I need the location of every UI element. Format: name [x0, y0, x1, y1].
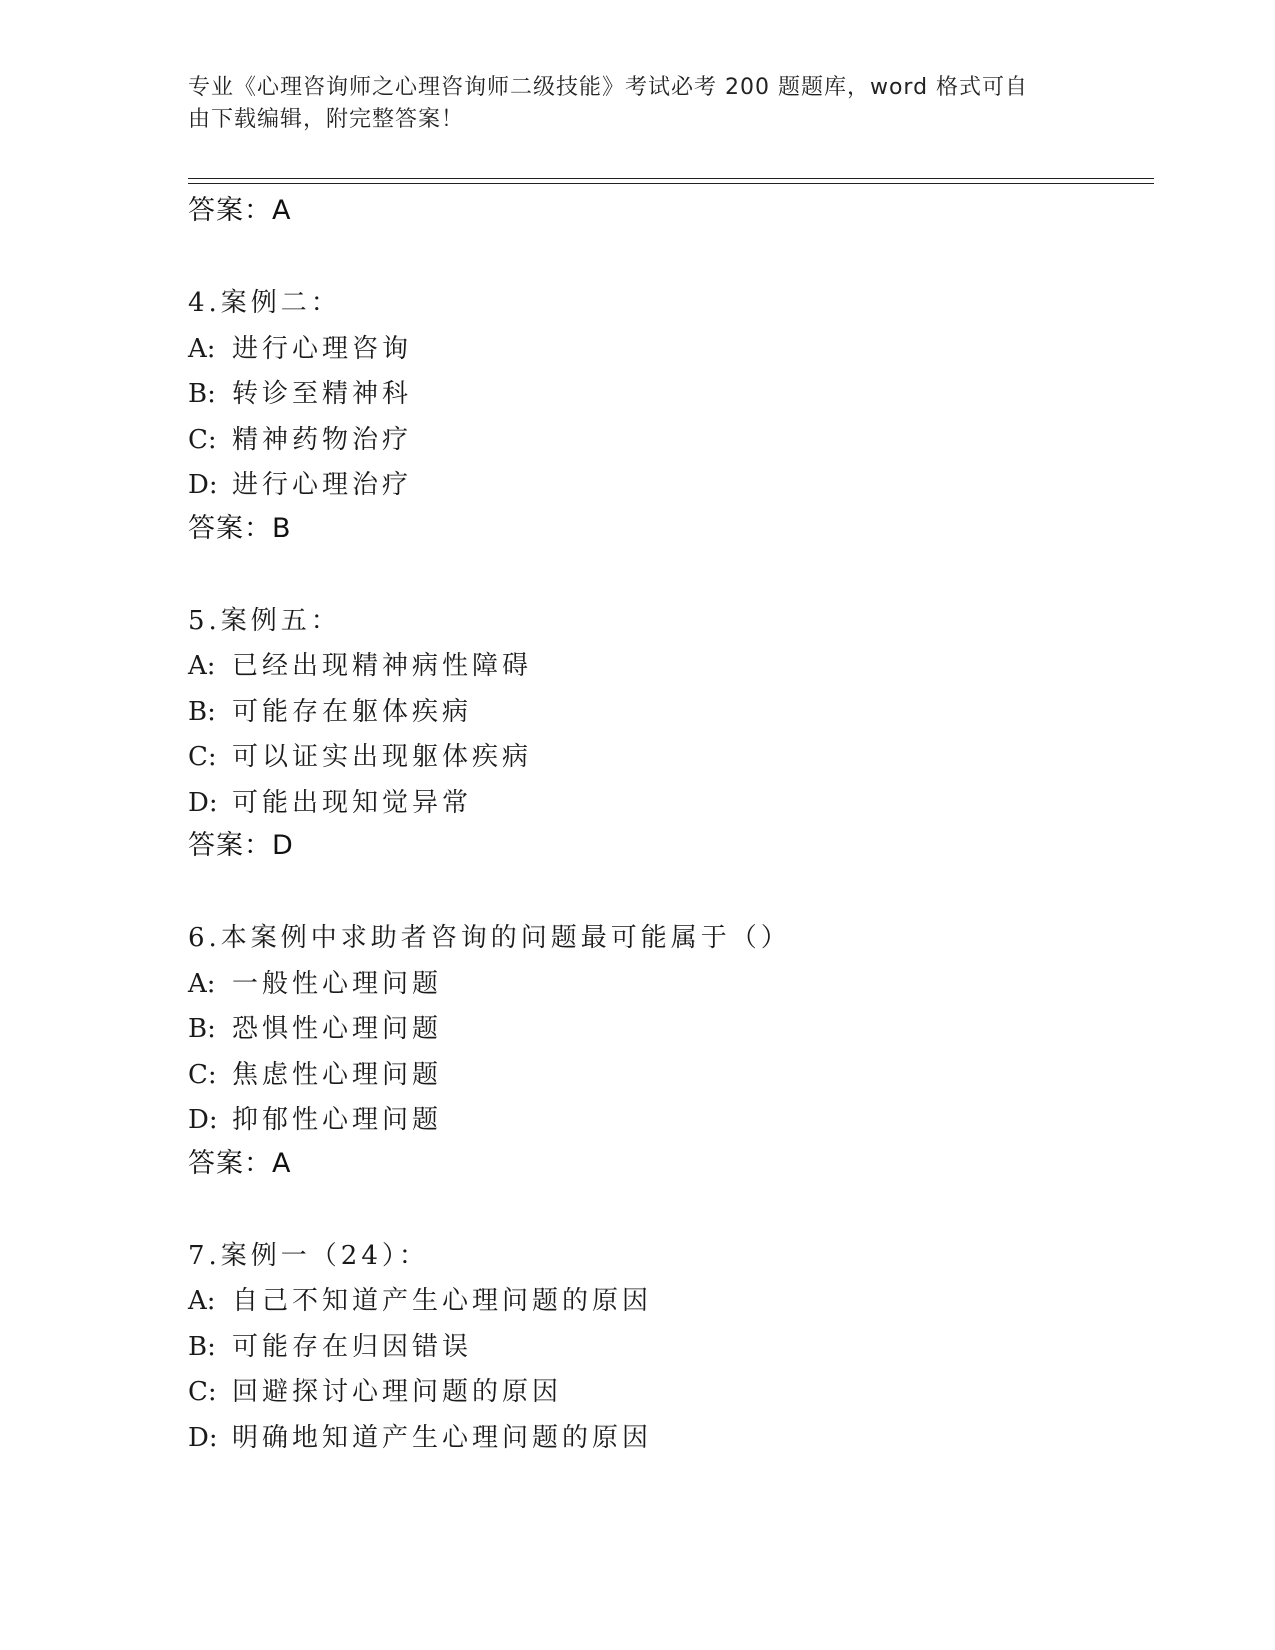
- option-b: [188, 1325, 1168, 1371]
- option-letter: B:: [188, 379, 216, 409]
- option-b: [188, 372, 1168, 418]
- option-text: 可能出现知觉异常: [232, 787, 473, 818]
- option-text: 可能存在归因错误: [232, 1331, 473, 1362]
- question-item: [188, 916, 1168, 1184]
- option-d: [188, 1098, 1168, 1144]
- option-text: 可以证实出现躯体疾病: [232, 742, 533, 772]
- option-c: [188, 735, 1168, 781]
- header-line-1: 专业《心理咨询师之心理咨询师二级技能》考试必考 200 题题库，word 格式可自: [188, 75, 1029, 100]
- question-item: [188, 1234, 1168, 1462]
- option-d: [188, 1416, 1168, 1462]
- answer-line: 答案：A: [188, 1147, 292, 1179]
- option-text: 可能存在躯体疾病: [232, 696, 473, 727]
- option-letter: D:: [188, 1105, 218, 1135]
- header-rule-top: [188, 178, 1154, 179]
- option-text: 自己不知道产生心理问题的原因: [232, 1286, 653, 1316]
- answer-line: 答案：B: [188, 512, 292, 544]
- option-text: 已经出现精神病性障碍: [232, 651, 533, 681]
- option-a: [188, 1279, 1168, 1325]
- option-d: [188, 781, 1168, 827]
- option-c: [188, 1053, 1168, 1099]
- question-title: 7.案例一（24）：: [188, 1240, 429, 1271]
- option-a: [188, 327, 1168, 373]
- option-text: 明确地知道产生心理问题的原因: [232, 1422, 653, 1453]
- option-letter: B:: [188, 696, 216, 727]
- document-header: [188, 72, 1068, 136]
- question-title: 4.案例二：: [188, 288, 341, 318]
- option-d: [188, 463, 1168, 509]
- question-item: [188, 599, 1168, 867]
- option-letter: C:: [188, 1377, 217, 1407]
- option-text: 转诊至精神科: [232, 379, 413, 409]
- option-letter: D:: [188, 1422, 218, 1453]
- question-title: 6.本案例中求助者咨询的问题最可能属于（）: [188, 923, 791, 953]
- option-text: 回避探讨心理问题的原因: [232, 1377, 563, 1407]
- option-text: 进行心理咨询: [232, 333, 413, 364]
- answer-line: 答案：A: [188, 195, 292, 226]
- option-letter: A:: [188, 968, 216, 999]
- question-item: [188, 281, 1168, 549]
- option-letter: D:: [188, 787, 218, 818]
- option-letter: C:: [188, 1059, 217, 1090]
- header-line-2: 由下载编辑，附完整答案！: [188, 107, 465, 132]
- option-letter: A:: [188, 1286, 216, 1316]
- option-a: [188, 962, 1168, 1008]
- option-letter: C:: [188, 742, 217, 772]
- option-text: 恐惧性心理问题: [232, 1014, 443, 1044]
- option-text: 焦虑性心理问题: [232, 1059, 443, 1090]
- option-letter: B:: [188, 1014, 216, 1044]
- option-b: [188, 1007, 1168, 1053]
- option-text: 进行心理治疗: [232, 470, 413, 500]
- option-text: 精神药物治疗: [232, 424, 413, 455]
- option-letter: C:: [188, 424, 217, 455]
- option-text: 抑郁性心理问题: [232, 1105, 443, 1135]
- option-letter: A:: [188, 333, 216, 364]
- question-list: [188, 191, 1168, 1461]
- option-c: [188, 1370, 1168, 1416]
- option-b: [188, 690, 1168, 736]
- option-c: [188, 418, 1168, 464]
- header-rule-bottom: [188, 183, 1154, 184]
- option-letter: B:: [188, 1331, 216, 1362]
- option-letter: D:: [188, 470, 218, 500]
- option-a: [188, 644, 1168, 690]
- option-text: 一般性心理问题: [232, 968, 443, 999]
- question-title: 5.案例五：: [188, 605, 341, 636]
- option-letter: A:: [188, 651, 216, 681]
- answer-line: 答案：D: [188, 830, 294, 861]
